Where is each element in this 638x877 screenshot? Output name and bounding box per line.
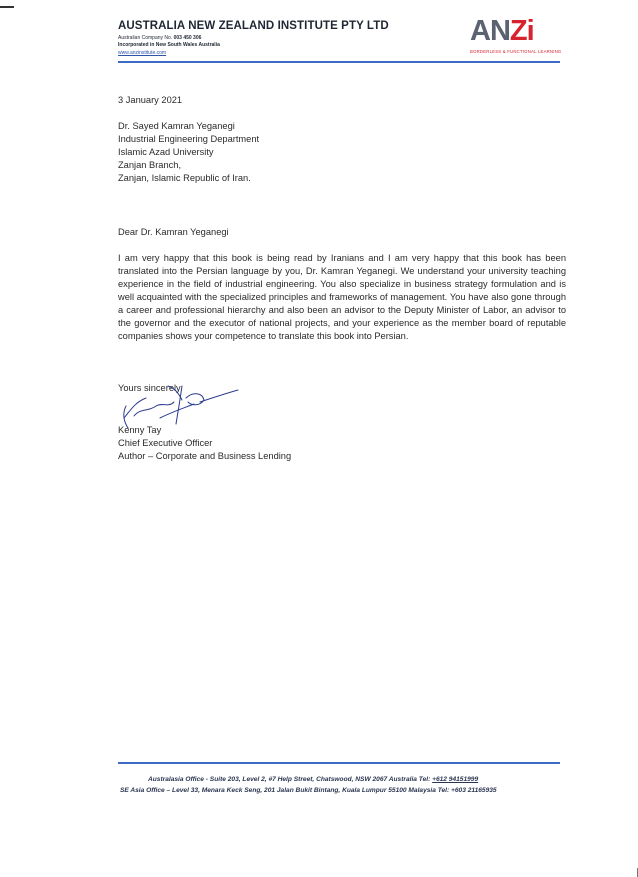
company-name: AUSTRALIA NEW ZEALAND INSTITUTE PTY LTD bbox=[118, 20, 389, 32]
footer-australasia-office bbox=[148, 776, 478, 783]
scan-corner-mark bbox=[0, 6, 14, 8]
signer-name: Kenny Tay bbox=[118, 425, 162, 435]
company-website-link[interactable]: www.anzinstitute.com bbox=[118, 50, 167, 56]
letter-date: 3 January 2021 bbox=[118, 95, 183, 105]
company-number-value: 003 450 306 bbox=[173, 35, 202, 41]
header-divider bbox=[118, 61, 560, 63]
recipient-line: Zanjan Branch, bbox=[118, 160, 182, 170]
anzi-logo bbox=[470, 15, 564, 58]
signer-role: Author – Corporate and Business Lending bbox=[118, 451, 292, 461]
company-number-label: Australian Company No. bbox=[118, 35, 174, 41]
recipient-address bbox=[118, 120, 259, 185]
closing: Yours sincerely bbox=[118, 383, 181, 393]
company-number bbox=[118, 35, 201, 41]
logo-wordmark bbox=[470, 15, 534, 48]
recipient-line: Islamic Azad University bbox=[118, 147, 214, 157]
footer-se-asia-office: SE Asia Office – Level 33, Menara Keck Seng, 201 Jalan Bukit Bintang, Kuala Lumpur 55100 Malaysia Tel: +603 21165935 bbox=[120, 787, 497, 794]
salutation: Dear Dr. Kamran Yeganegi bbox=[118, 227, 229, 237]
logo-tagline: BORDERLESS & FUNCTIONAL LEARNING bbox=[470, 49, 562, 54]
incorporation-note: Incorporated in New South Wales Australia bbox=[118, 42, 220, 48]
logo-wordmark-main: AN bbox=[470, 15, 510, 47]
footer-australasia-phone[interactable]: +612 94151999 bbox=[432, 776, 479, 783]
recipient-line: Dr. Sayed Kamran Yeganegi bbox=[118, 121, 235, 131]
signer-title: Chief Executive Officer bbox=[118, 438, 213, 448]
footer-divider bbox=[118, 762, 560, 764]
recipient-line: Industrial Engineering Department bbox=[118, 134, 260, 144]
footer-australasia-address: Australasia Office - Suite 203, Level 2, #7 Help Street, Chatswood, NSW 2067 Australia Tel: bbox=[148, 776, 433, 783]
logo-wordmark-accent: Zi bbox=[509, 15, 534, 47]
letter-body: I am very happy that this book is being read by Iranians and I am very happy that this book has been translated into the Persian language by you, Dr. Kamran Yeganegi. We understand your university teaching experience in the field of industrial engineering. You also specialize in business strategy formulation and is well acquainted with the specialized principles and frameworks of management. You have also gone through a career and professional hierarchy and also been an advisor to the Deputy Minister of Labor, an advisor to the governor and the executor of national projects, and your experience as the member board of reputable companies shows your competence to translate this book into Persian. bbox=[118, 253, 566, 341]
recipient-line: Zanjan, Islamic Republic of Iran. bbox=[118, 173, 251, 183]
